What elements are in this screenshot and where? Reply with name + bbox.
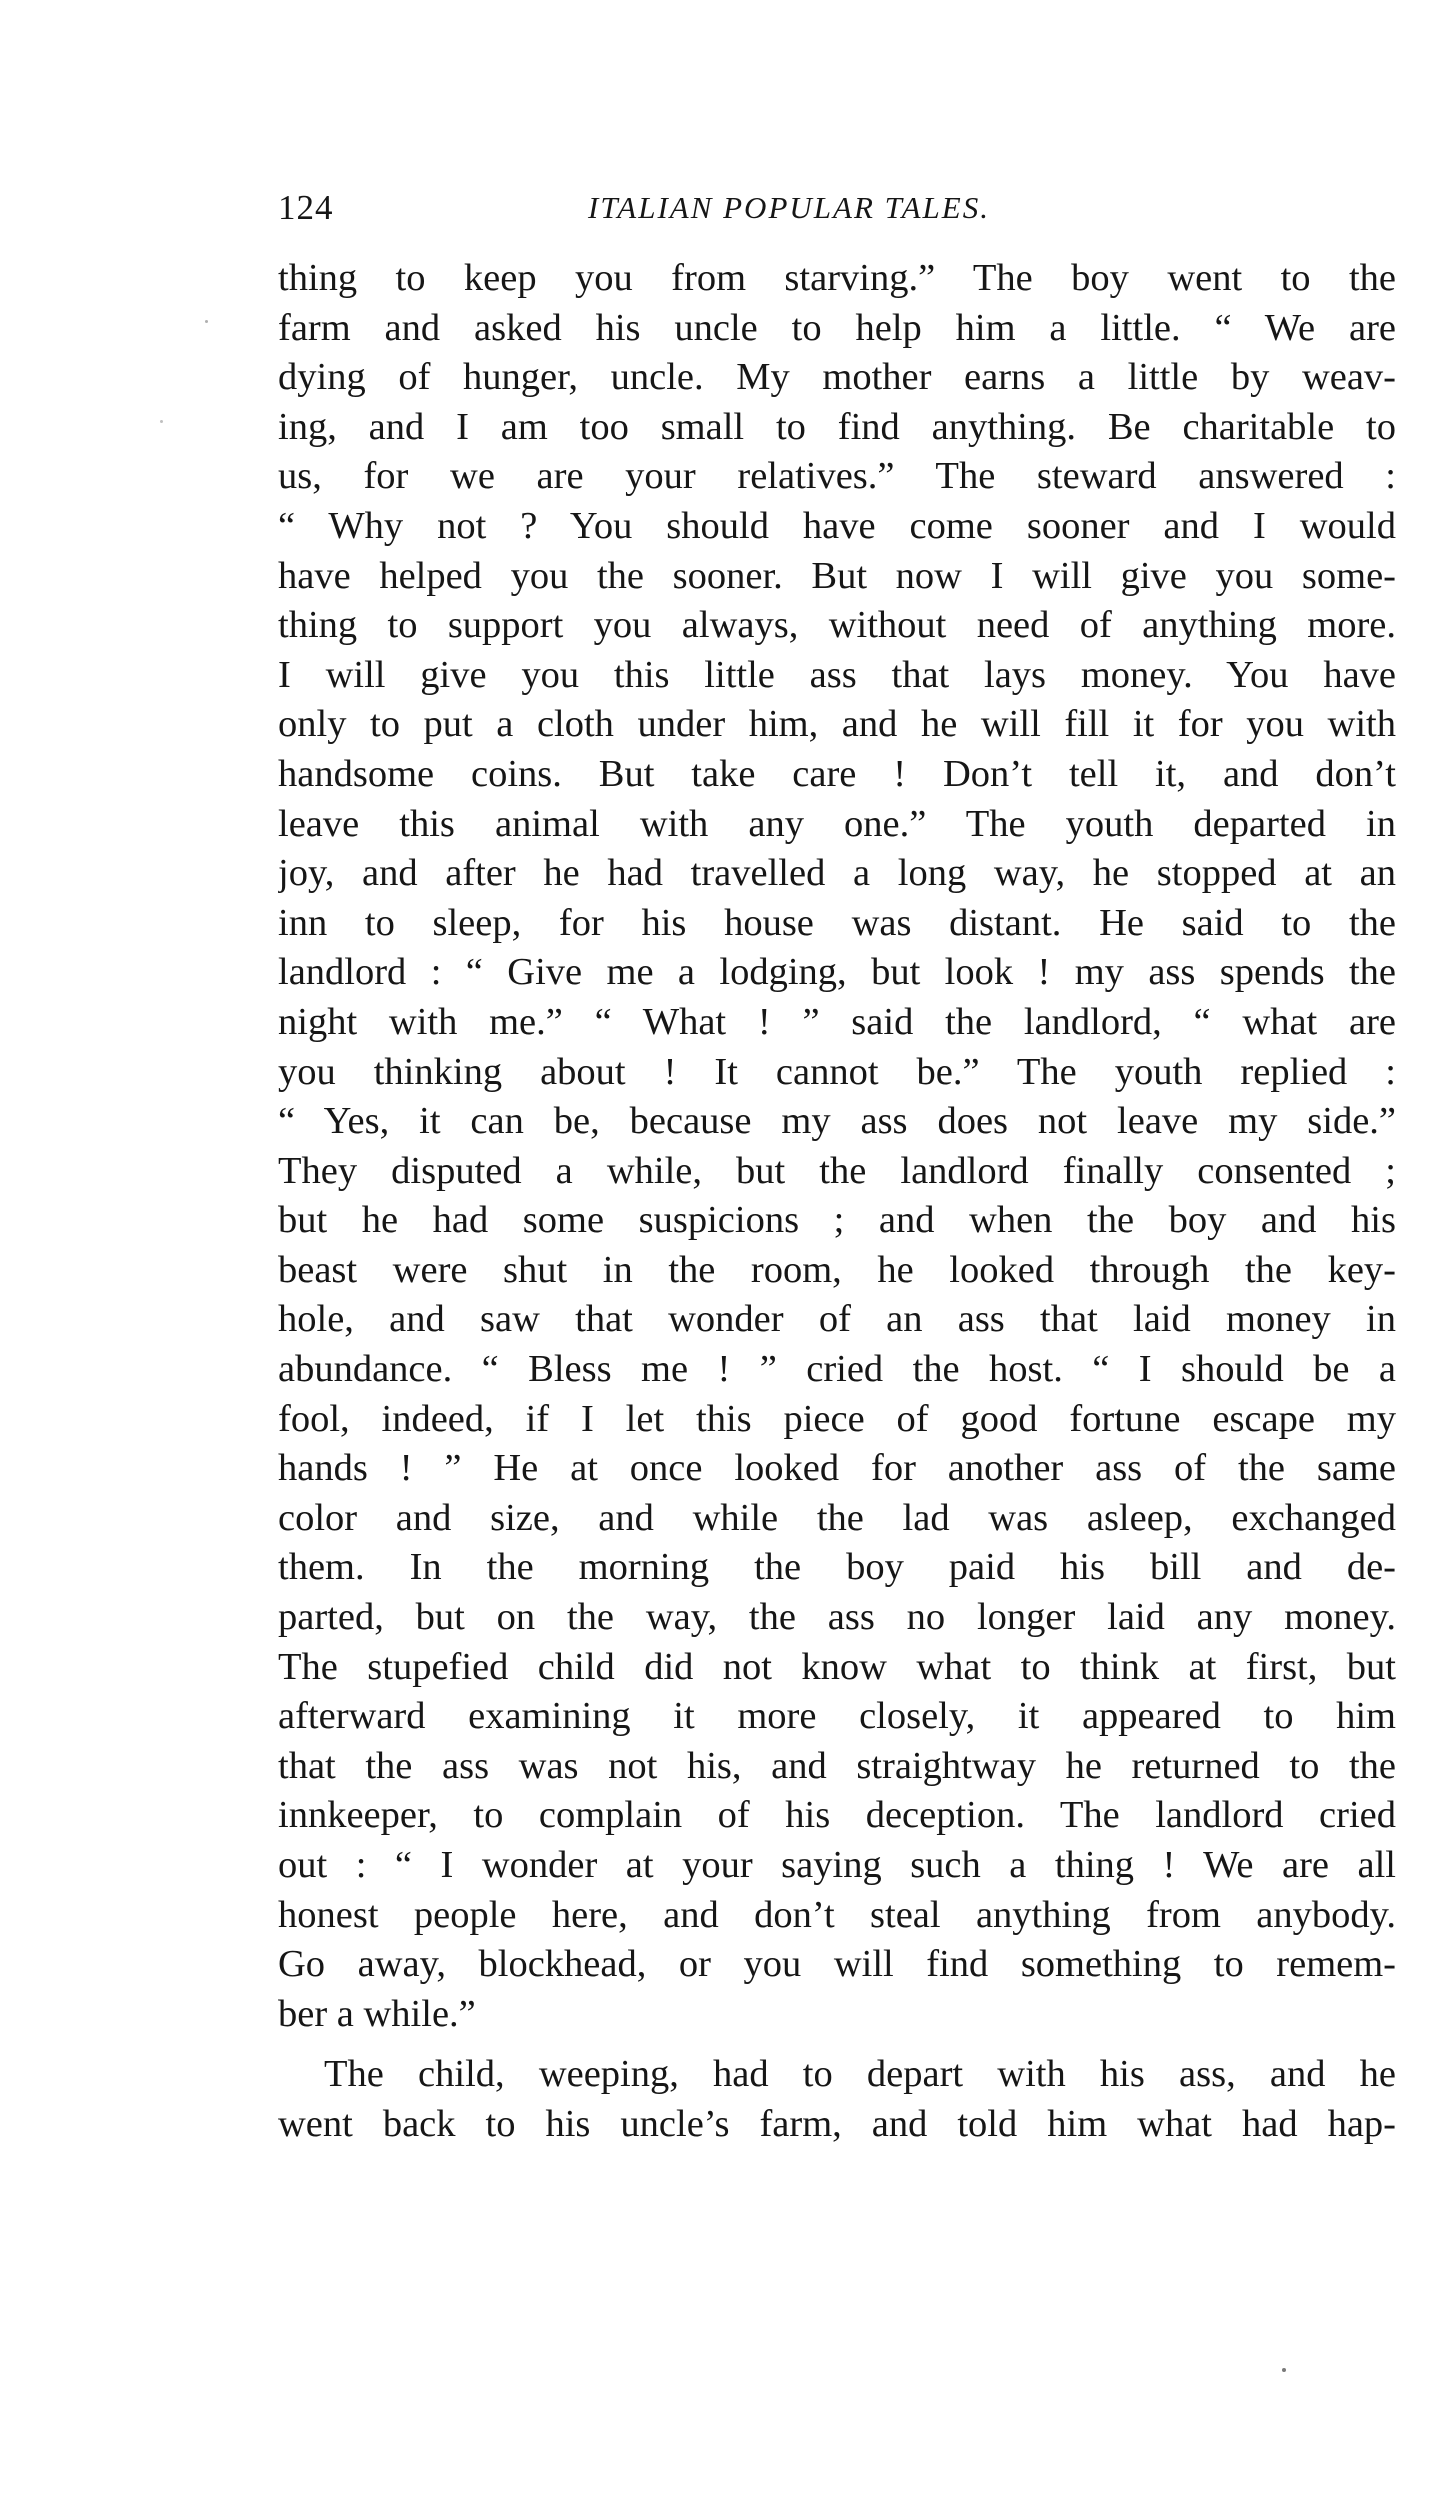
page-header xyxy=(278,188,1396,238)
text-line: hole, and saw that wonder of an ass that laid money in xyxy=(278,1298,1396,1341)
text-line: only to put a cloth under him, and he will fill it for you with xyxy=(278,703,1396,746)
text-line: them. In the morning the boy paid his bill and de- xyxy=(278,1546,1396,1589)
text-line: handsome coins. But take care ! Don’t tell it, and don’t xyxy=(278,752,1396,795)
text-line: inn to sleep, for his house was distant. He said to the xyxy=(278,901,1396,944)
text-line: “ Why not ? You should have come sooner and I would xyxy=(278,504,1396,547)
text-line: fool, indeed, if I let this piece of good fortune escape my xyxy=(278,1397,1396,1440)
text-line: honest people here, and don’t steal anything from anybody. xyxy=(278,1893,1396,1936)
text-line: leave this animal with any one.” The youth departed in xyxy=(278,802,1396,845)
text-line: you thinking about ! It cannot be.” The youth replied : xyxy=(278,1050,1396,1093)
body-text xyxy=(278,254,1396,2150)
paper-speck xyxy=(205,320,208,323)
paragraph-2 xyxy=(278,2050,1396,2149)
text-line: went back to his uncle’s farm, and told him what had hap- xyxy=(278,2102,1396,2145)
text-line: color and size, and while the lad was asleep, exchanged xyxy=(278,1496,1396,1539)
text-line: out : “ I wonder at your saying such a thing ! We are all xyxy=(278,1844,1396,1886)
text-line: thing to support you always, without need of anything more. xyxy=(278,604,1396,647)
text-line: I will give you this little ass that lays money. You have xyxy=(278,653,1396,696)
running-title: ITALIAN POPULAR TALES. xyxy=(588,190,990,225)
text-line: afterward examining it more closely, it appeared to him xyxy=(278,1695,1396,1738)
text-line: joy, and after he had travelled a long way, he stopped at an xyxy=(278,852,1396,895)
text-line: They disputed a while, but the landlord finally consented ; xyxy=(278,1149,1396,1192)
text-line: thing to keep you from starving.” The boy went to the xyxy=(278,257,1396,299)
text-line: ber a while.” xyxy=(278,1992,476,2035)
text-line: but he had some suspicions ; and when the boy and his xyxy=(278,1199,1396,1242)
text-line: The child, weeping, had to depart with his ass, and he xyxy=(324,2053,1396,2096)
text-line: The stupefied child did not know what to think at first, but xyxy=(278,1645,1396,1688)
text-line: Go away, blockhead, or you will find something to remem- xyxy=(278,1943,1396,1986)
paragraph-1 xyxy=(278,254,1396,2039)
text-line: that the ass was not his, and straightway he returned to the xyxy=(278,1744,1396,1787)
text-line: beast were shut in the room, he looked through the key- xyxy=(278,1248,1396,1291)
text-line: have helped you the sooner. But now I will give you some- xyxy=(278,554,1396,597)
paper-speck xyxy=(160,420,163,423)
text-line: abundance. “ Bless me ! ” cried the host. “ I should be a xyxy=(278,1348,1396,1391)
text-line: landlord : “ Give me a lodging, but look ! my ass spends the xyxy=(278,951,1396,994)
text-line: “ Yes, it can be, because my ass does not leave my side.” xyxy=(278,1100,1396,1143)
text-line: ing, and I am too small to find anything. Be charitable to xyxy=(278,405,1396,448)
text-line: farm and asked his uncle to help him a little. “ We are xyxy=(278,306,1396,349)
text-line: night with me.” “ What ! ” said the landlord, “ what are xyxy=(278,1000,1396,1043)
text-line: parted, but on the way, the ass no longer laid any money. xyxy=(278,1596,1396,1639)
text-line: us, for we are your relatives.” The steward answered : xyxy=(278,455,1396,498)
page-number: 124 xyxy=(278,188,334,227)
paper-speck xyxy=(1282,2368,1286,2372)
text-line: hands ! ” He at once looked for another ass of the same xyxy=(278,1447,1396,1490)
text-line: dying of hunger, uncle. My mother earns a little by weav- xyxy=(278,356,1396,399)
text-line: innkeeper, to complain of his deception. The landlord cried xyxy=(278,1794,1396,1837)
